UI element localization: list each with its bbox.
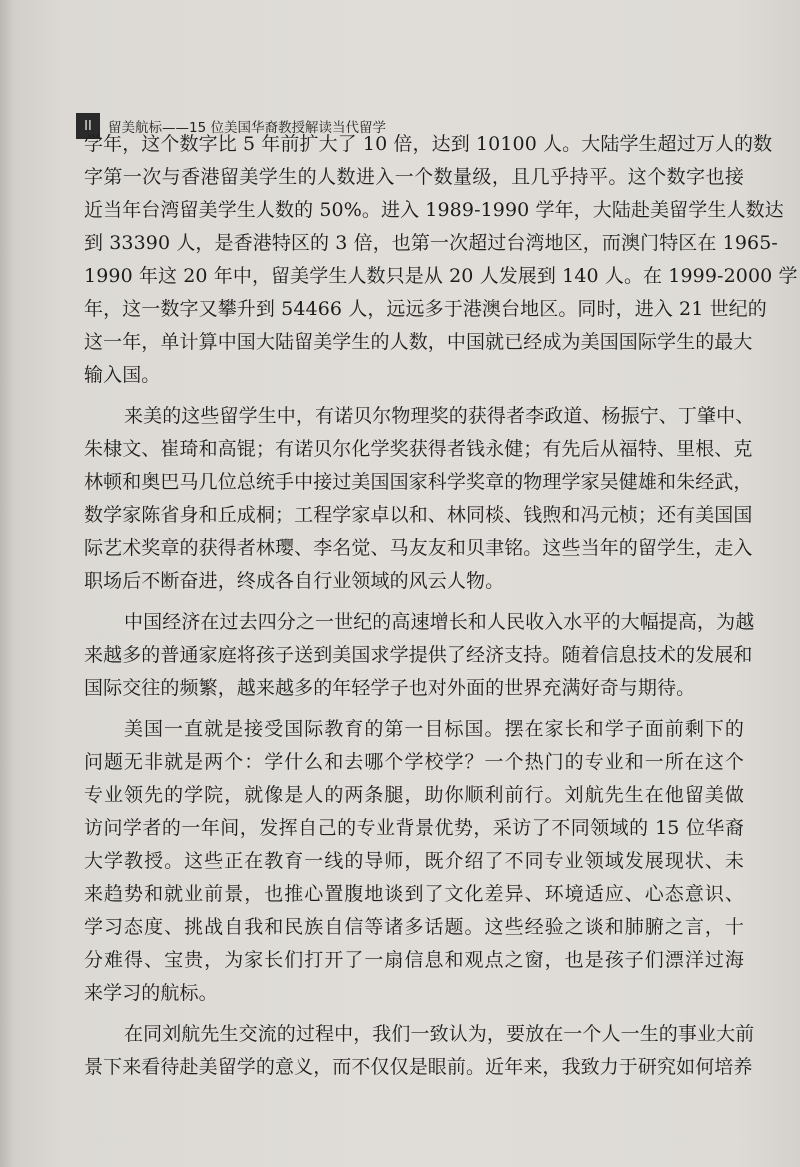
paragraph [84, 400, 755, 598]
text-line: 1990 年这 20 年中，留美学生人数只是从 20 人发展到 140 人。在 1999-2000 学 [84, 265, 798, 287]
text-line: 国际交往的频繁，越来越多的年轻学子也对外面的世界充满好奇与期待。 [84, 677, 696, 699]
body-text [84, 128, 798, 1084]
text-line: 年，这一数字又攀升到 54466 人，远远多于港澳台地区。同时，进入 21 世纪的 [84, 298, 767, 320]
paragraph-gap [84, 1010, 744, 1018]
text-line: 际艺术奖章的获得者林璎、李名觉、马友友和贝聿铭。这些当年的留学生，走入 [84, 537, 753, 559]
text-line: 来越多的普通家庭将孩子送到美国求学提供了经济支持。随着信息技术的发展和 [84, 644, 753, 666]
text-line: 大学教授。这些正在教育一线的导师，既介绍了不同专业领域发展现状、未 [84, 850, 744, 872]
paragraph [84, 128, 798, 392]
text-line: 来学习的航标。 [84, 982, 218, 1004]
text-line: 在同刘航先生交流的过程中，我们一致认为，要放在一个人一生的事业大前 [124, 1023, 755, 1045]
paragraph-gap [84, 598, 744, 606]
text-line: 数学家陈省身和丘成桐；工程学家卓以和、林同棪、钱煦和冯元桢；还有美国国 [84, 504, 753, 526]
text-line: 输入国。 [84, 364, 161, 386]
text-line: 林顿和奥巴马几位总统手中接过美国国家科学奖章的物理学家吴健雄和朱经武， [84, 471, 753, 493]
text-line: 这一年，单计算中国大陆留美学生的人数，中国就已经成为美国国际学生的最大 [84, 331, 753, 353]
paragraph-gap [84, 392, 744, 400]
text-line: 访问学者的一年间，发挥自己的专业背景优势，采访了不同领域的 15 位华裔 [84, 817, 744, 839]
text-line: 景下来看待赴美留学的意义，而不仅仅是眼前。近年来，我致力于研究如何培养 [84, 1056, 753, 1078]
page-number-badge: II [76, 113, 100, 139]
text-line: 来美的这些留学生中，有诺贝尔物理奖的获得者李政道、杨振宁、丁肇中、 [124, 405, 755, 427]
text-line: 问题无非就是两个：学什么和去哪个学校学？一个热门的专业和一所在这个 [84, 751, 744, 773]
paragraph [84, 1018, 755, 1084]
text-line: 字第一次与香港留美学生的人数进入一个数量级，且几乎持平。这个数字也接 [84, 166, 744, 188]
text-line: 美国一直就是接受国际教育的第一目标国。摆在家长和学子面前剩下的 [124, 718, 744, 740]
text-line: 职场后不断奋进，终成各自行业领域的风云人物。 [84, 570, 505, 592]
text-line: 学习态度、挑战自我和民族自信等诸多话题。这些经验之谈和肺腑之言，十 [84, 916, 744, 938]
text-line: 朱棣文、崔琦和高锟；有诺贝尔化学奖获得者钱永健；有先后从福特、里根、克 [84, 438, 753, 460]
text-line: 分难得、宝贵，为家长们打开了一扇信息和观点之窗，也是孩子们漂洋过海 [84, 949, 744, 971]
paragraph-gap [84, 705, 744, 713]
running-title: 留美航标——15 位美国华裔教授解读当代留学 [108, 120, 386, 136]
page-fold-shadow [0, 0, 14, 1167]
paragraph [84, 606, 755, 705]
text-line: 到 33390 人，是香港特区的 3 倍，也第一次超过台湾地区，而澳门特区在 1965- [84, 232, 778, 254]
paragraph [84, 713, 744, 1010]
text-line: 学年，这个数字比 5 年前扩大了 10 倍，达到 10100 人。大陆学生超过万人的数 [84, 133, 773, 155]
text-line: 来趋势和就业前景，也推心置腹地谈到了文化差异、环境适应、心态意识、 [84, 883, 744, 905]
text-line: 中国经济在过去四分之一世纪的高速增长和人民收入水平的大幅提高，为越 [124, 611, 755, 633]
text-line: 专业领先的学院，就像是人的两条腿，助你顺利前行。刘航先生在他留美做 [84, 784, 744, 806]
text-line: 近当年台湾留美学生人数的 50%。进入 1989-1990 学年，大陆赴美留学生人数达 [84, 199, 784, 221]
